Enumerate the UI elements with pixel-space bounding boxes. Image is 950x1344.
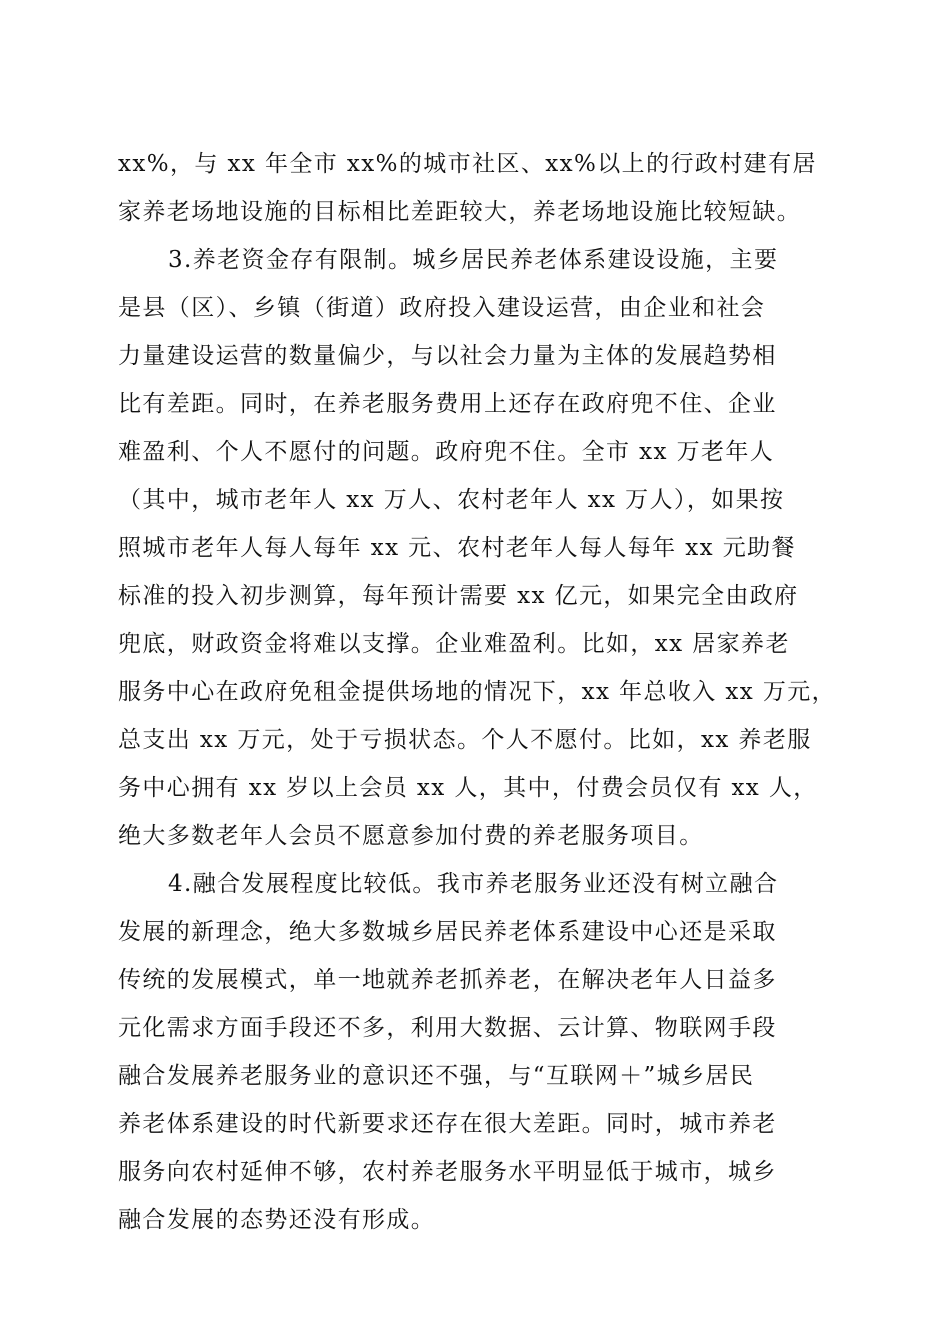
- text-line: 融合发展养老服务业的意识还不强，与“互联网＋”城乡居民: [118, 1063, 755, 1089]
- document-body: [118, 140, 837, 1244]
- paragraph-start-line: 3.养老资金存有限制。城乡居民养老体系建设设施，主要: [168, 247, 779, 273]
- text-line: xx%，与 xx 年全市 xx%的城市社区、xx%以上的行政村建有居: [118, 151, 817, 177]
- text-line: （其中，城市老年人 xx 万人、农村老年人 xx 万人），如果按: [118, 487, 785, 513]
- text-line: 标准的投入初步测算，每年预计需要 xx 亿元，如果完全由政府: [118, 583, 799, 609]
- text-line: 绝大多数老年人会员不愿意参加付费的养老服务项目。: [118, 823, 704, 849]
- text-line: 服务中心在政府免租金提供场地的情况下，xx 年总收入 xx 万元，: [118, 679, 837, 705]
- text-line: 养老体系建设的时代新要求还存在很大差距。同时，城市养老: [118, 1111, 777, 1137]
- text-line: 兜底，财政资金将难以支撑。企业难盈利。比如，xx 居家养老: [118, 631, 790, 657]
- text-line: 融合发展的态势还没有形成。: [118, 1207, 436, 1233]
- text-line: 照城市老年人每人每年 xx 元、农村老年人每人每年 xx 元助餐: [118, 535, 796, 561]
- text-line: 家养老场地设施的目标相比差距较大，养老场地设施比较短缺。: [118, 199, 802, 225]
- text-line: 总支出 xx 万元，处于亏损状态。个人不愿付。比如，xx 养老服: [118, 727, 812, 753]
- text-line: 比有差距。同时，在养老服务费用上还存在政府兜不住、企业: [118, 391, 777, 417]
- text-line: 发展的新理念，绝大多数城乡居民养老体系建设中心还是采取: [118, 919, 777, 945]
- text-line: 传统的发展模式，单一地就养老抓养老，在解决老年人日益多: [118, 967, 777, 993]
- text-line: 力量建设运营的数量偏少，与以社会力量为主体的发展趋势相: [118, 343, 777, 369]
- text-line: 务中心拥有 xx 岁以上会员 xx 人，其中，付费会员仅有 xx 人，: [118, 775, 818, 801]
- paragraph-start-line: 4.融合发展程度比较低。我市养老服务业还没有树立融合: [168, 871, 779, 897]
- text-line: 服务向农村延伸不够，农村养老服务水平明显低于城市，城乡: [118, 1159, 777, 1185]
- text-line: 是县（区）、乡镇（街道）政府投入建设运营，由企业和社会: [118, 295, 766, 321]
- text-line: 难盈利、个人不愿付的问题。政府兜不住。全市 xx 万老年人: [118, 439, 775, 465]
- text-line: 元化需求方面手段还不多，利用大数据、云计算、物联网手段: [118, 1015, 777, 1041]
